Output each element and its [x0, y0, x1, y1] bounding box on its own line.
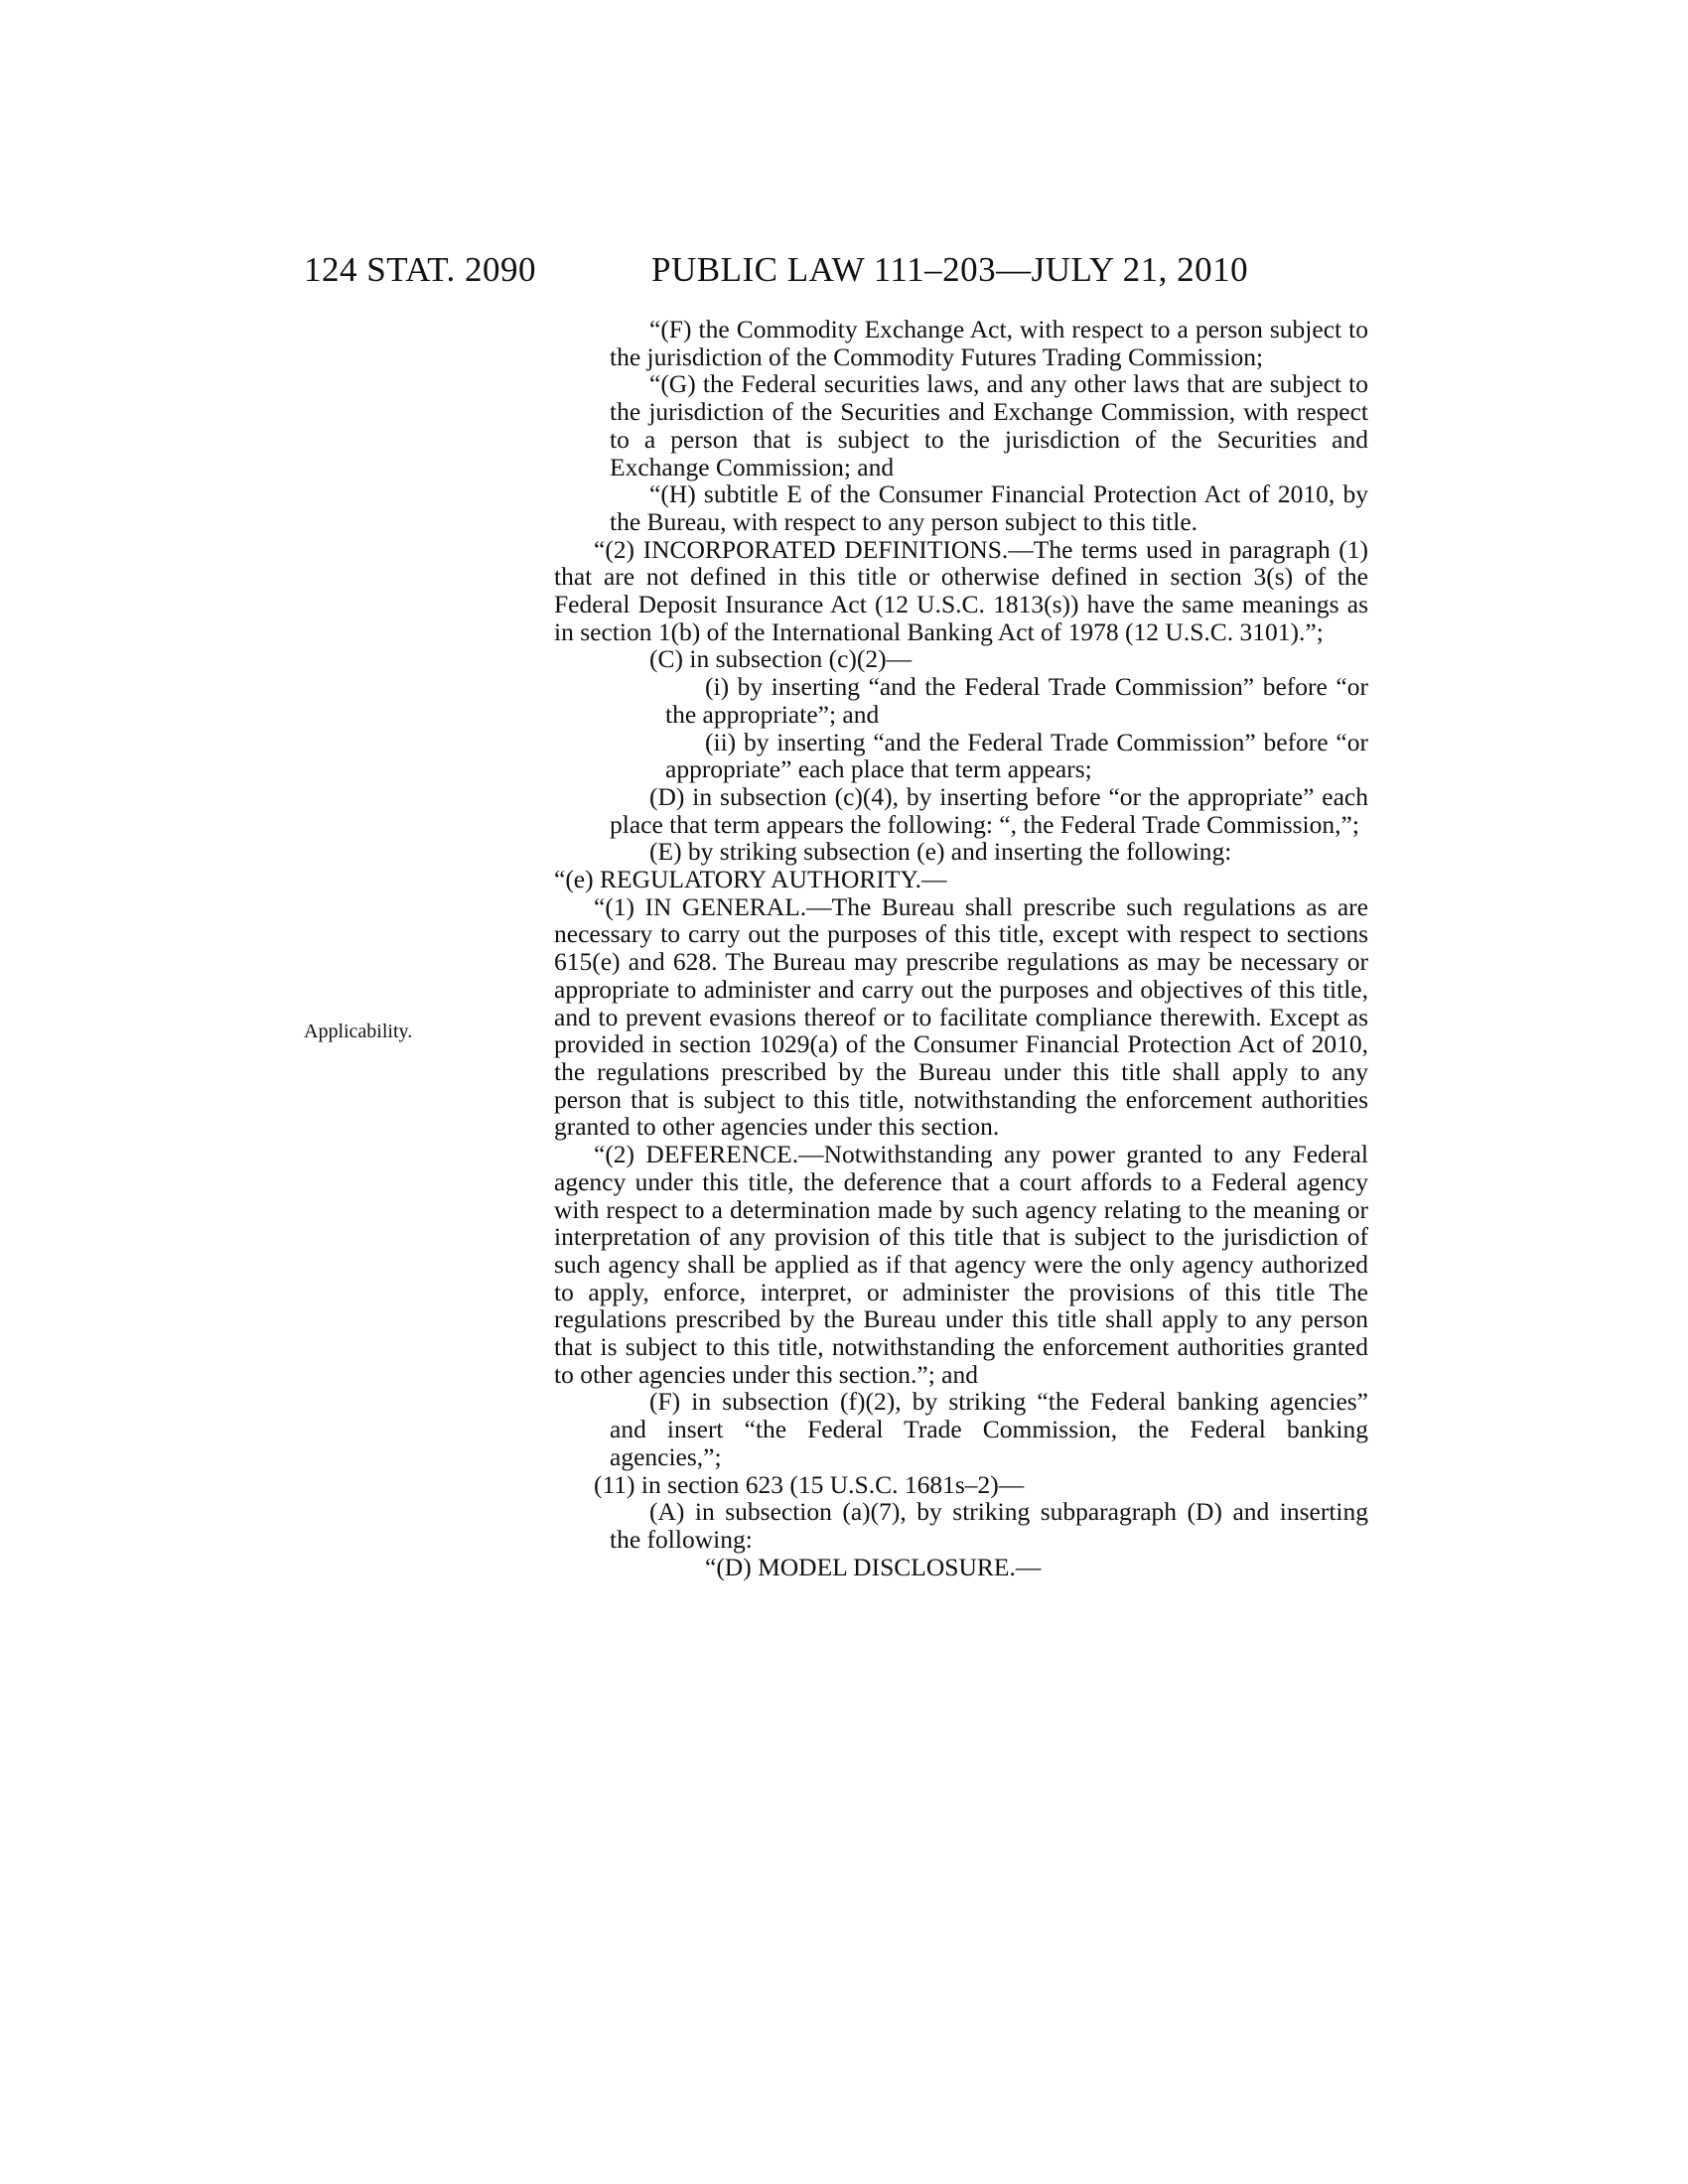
paragraph-1-in-general: “(1) IN GENERAL.—The Bureau shall prescribe such regulations as are necessary to carry out the purposes of this title, except with respect to sections 615(e) and 628. The Bureau may prescribe regulations as may be necessary or appropriate to administer and carry out the purposes and objectives of this title, and to prevent evasions thereof or to facilitate compliance therewith. Except as provided in section 1029(a) of the Consumer Financial Protection Act of 2010, the regulations prescribed by the Bureau under this title shall apply to any person that is subject to this title, notwithstanding the enforcement authorities granted to other agencies under this section.: [554, 891, 1368, 1142]
paragraph-h-subtitle-e: “(H) subtitle E of the Consumer Financial Protection Act of 2010, by the Bureau, with respect to any person subject to this title.: [610, 479, 1368, 536]
paragraph-2-incorporated-definitions: “(2) INCORPORATED DEFINITIONS.—The terms used in paragraph (1) that are not defined in this title or otherwise defined in section 3(s) of the Federal Deposit Insurance Act (12 U.S.C. 1813(s)) have the same meanings as in section 1(b) of the International Banking Act of 1978 (12 U.S.C. 3101).”;: [554, 534, 1368, 646]
paragraph-ii-inserting: (ii) by inserting “and the Federal Trade Commission” before “or appropriate” each place that term appears;: [665, 727, 1368, 784]
paragraph-i-inserting: (i) by inserting “and the Federal Trade Commission” before “or the appropriate”; and: [665, 672, 1368, 729]
paragraph-a-subsection-a7: (A) in subsection (a)(7), by striking subparagraph (D) and inserting the following:: [610, 1497, 1368, 1554]
paragraph-c-subsection-c2: (C) in subsection (c)(2)—: [649, 644, 913, 674]
margin-note-applicability: Applicability.: [304, 1021, 413, 1042]
paragraph-d-model-disclosure: “(D) MODEL DISCLOSURE.—: [705, 1552, 1042, 1581]
paragraph-11-section-623: (11) in section 623 (15 U.S.C. 1681s–2)—: [594, 1469, 1025, 1499]
statute-text-body: [554, 316, 1368, 1580]
paragraph-2-deference: “(2) DEFERENCE.—Notwithstanding any power granted to any Federal agency under this title, the deference that a court affords to a Federal agency with respect to a determination made by such agency relating to the meaning or interpretation of any provision of this title that is subject to the jurisdiction of such agency shall be applied as if that agency were the only agency authorized to apply, enforce, interpret, or administer the provisions of this title The regulations prescribed by the Bureau under this title shall apply to any person that is subject to this title, notwithstanding the enforcement authorities granted to other agencies under this section.”; and: [554, 1140, 1368, 1389]
paragraph-e-regulatory-authority: “(e) REGULATORY AUTHORITY.—: [554, 865, 947, 894]
statute-page-number: 124 STAT. 2090: [304, 250, 536, 289]
paragraph-f-subsection-f2: (F) in subsection (f)(2), by striking “the Federal banking agencies” and insert “the Federal Trade Commission, the Federal banking agencies,”;: [610, 1387, 1368, 1471]
paragraph-f-commodity-exchange-act: “(F) the Commodity Exchange Act, with respect to a person subject to the jurisdiction of the Commodity Futures Trading Commission;: [610, 315, 1368, 371]
paragraph-g-federal-securities-laws: “(G) the Federal securities laws, and any other laws that are subject to the jurisdiction of the Securities and Exchange Commission, with respect to a person that is subject to the jurisdiction of the Securities and Exchange Commission; and: [610, 369, 1368, 481]
paragraph-e-striking-subsection: (E) by striking subsection (e) and inserting the following:: [649, 837, 1232, 867]
paragraph-d-subsection-c4: (D) in subsection (c)(4), by inserting before “or the appropriate” each place that term appears the following: “, the Federal Trade Commission,”;: [610, 781, 1368, 839]
public-law-header: PUBLIC LAW 111–203—JULY 21, 2010: [651, 250, 1249, 289]
